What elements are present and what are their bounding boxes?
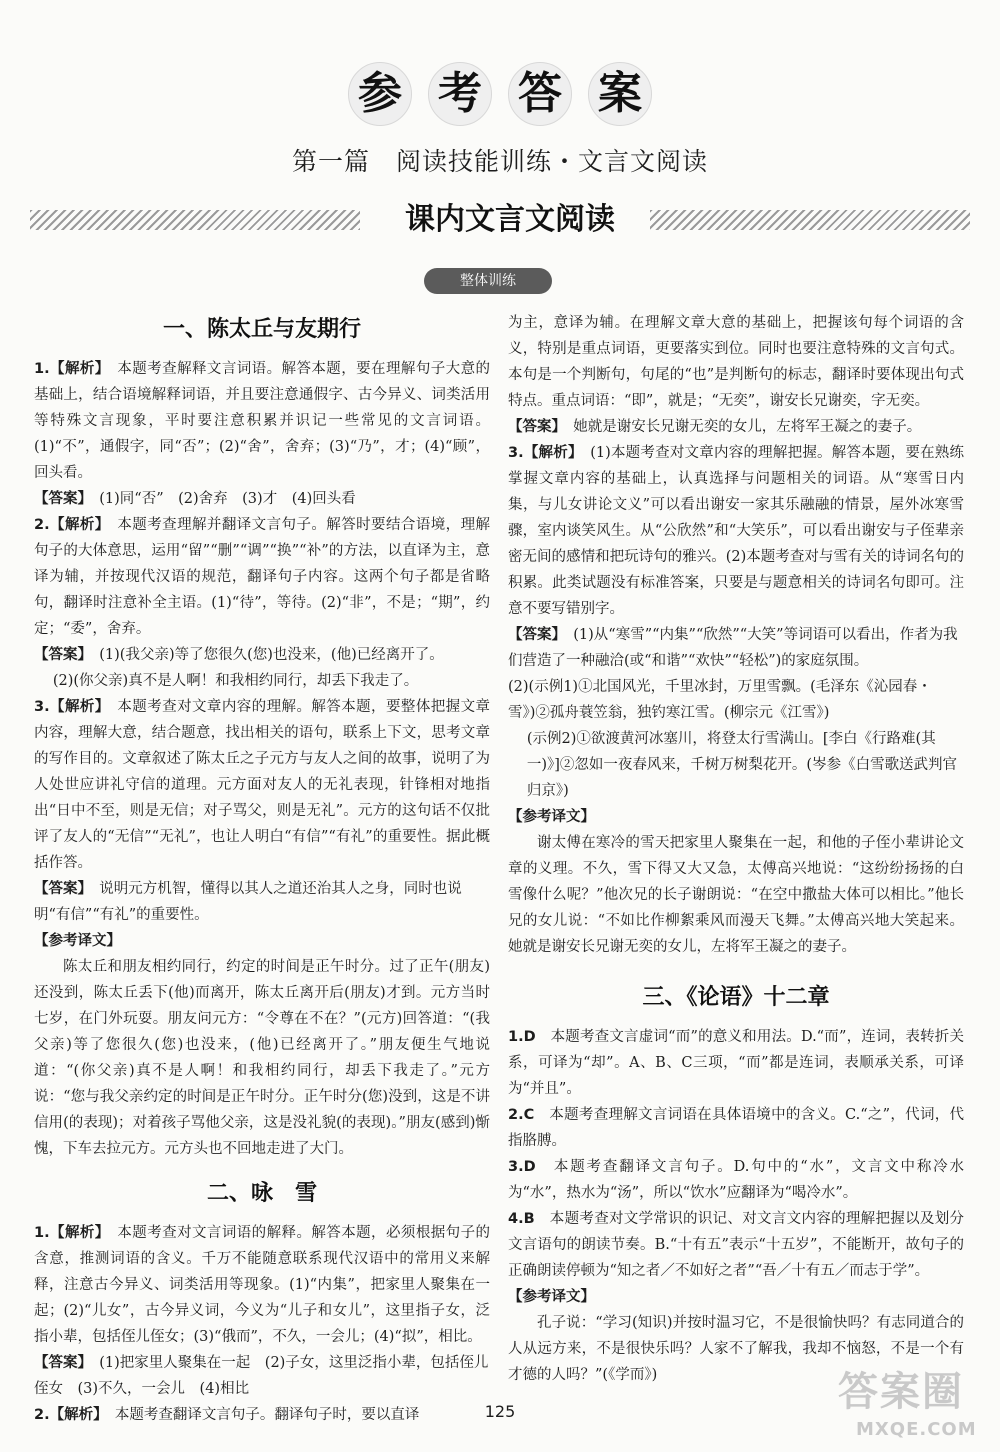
question-number: 1. xyxy=(508,1029,524,1045)
title-char: 答 xyxy=(508,62,572,126)
question-item xyxy=(34,694,490,876)
banner-label: 课内文言文阅读 xyxy=(405,202,615,237)
answer-line xyxy=(508,622,964,674)
question-number: 2. xyxy=(508,1107,524,1123)
title-char: 考 xyxy=(428,62,492,126)
question-number: 1. xyxy=(34,361,50,377)
watermark-logo xyxy=(832,1370,982,1446)
watermark-text: 答案圈 xyxy=(838,1369,964,1415)
title-char: 参 xyxy=(348,62,412,126)
question-item xyxy=(508,1024,964,1102)
answer-tag: 【答案】 xyxy=(508,419,559,435)
answer-tag: 【答案】 xyxy=(34,491,85,507)
banner-hatch-left xyxy=(30,210,360,230)
answer-key: D xyxy=(523,1159,536,1175)
right-column xyxy=(508,310,964,1388)
answer-key: D xyxy=(523,1029,536,1045)
reference-translation: 谢太傅在寒冷的雪天把家里人聚集在一起，和他的子侄小辈讲论文章的义理。不久，雪下得又大又急，太傅高兴地说：“这纷纷扬扬的白雪像什么呢？”他次兄的长子谢朗说：“在空中撒盐大体可以相比。”他长兄的女儿说：“不如比作柳絮乘风而漫天飞舞。”太傅高兴地大笑起来。她就是谢安长兄谢无奕的女儿，左将军王凝之的妻子。 xyxy=(508,835,964,955)
analysis-text: 本题考查理解文言词语在具体语境中的含义。C.“之”，代词，代指胳膊。 xyxy=(508,1107,965,1149)
answer-key: C xyxy=(523,1107,535,1123)
answer-text: (1)(我父亲)等了您很久(您)也没来，(他)已经离开了。 xyxy=(99,647,444,663)
question-number: 3. xyxy=(508,1159,524,1175)
analysis-text: 本题考查对文学常识的识记、对文言文内容的理解把握以及划分文言语句的朗读节奏。B.“十有五”表示“十五岁”，不能断开，故句子的正确朗读停顿为“知之者／不如好之者”“吾／十有五／而志于学”。 xyxy=(508,1211,964,1279)
answer-tag: 【答案】 xyxy=(34,881,85,897)
reference-translation-title: 【参考译文】 xyxy=(508,809,595,825)
answer-key: B xyxy=(523,1211,535,1227)
reference-translation: 孔子说：“学习(知识)并按时温习它，不是很愉快吗？有志同道合的人从远方来，不是很快乐吗？人家不了解我，我却不恼怒，不是一个有才德的人吗？”(《学而》) xyxy=(508,1315,964,1383)
answer-line xyxy=(34,642,490,668)
analysis-text: 本题考查解释文言词语。解答本题，要在理解句子大意的基础上，结合语境解释词语，并且要注意通假字、古今异义、词类活用等特殊文言现象，平时要注意积累并识记一些常见的文言词语。(1)“不”，通假字，同“否”；(2)“舍”，舍弃；(3)“乃”，才；(4)“顾”，回头看。 xyxy=(34,361,491,481)
answer-line xyxy=(34,876,490,928)
question-number: 3. xyxy=(34,699,50,715)
section-banner xyxy=(30,202,970,238)
section-title: 三、《论语》十二章 xyxy=(642,985,830,1010)
answer-line xyxy=(508,414,964,440)
analysis-text: 本题考查翻译文言句子。翻译句子时，要以直译 xyxy=(114,1407,420,1423)
answer-text: 说明元方机智，懂得以其人之道还治其人之身，同时也说明“有信”“有礼”的重要性。 xyxy=(34,881,462,923)
analysis-tag: 【解析】 xyxy=(49,1407,101,1423)
question-number: 2. xyxy=(34,517,50,533)
question-number: 4. xyxy=(508,1211,524,1227)
question-number: 3. xyxy=(508,445,524,461)
page-title xyxy=(0,62,1000,126)
question-number: 1. xyxy=(34,1225,50,1241)
question-item xyxy=(508,1206,964,1284)
answer-tag: 【答案】 xyxy=(508,627,559,643)
answer-text: (1)同“否” (2)舍弃 (3)才 (4)回头看 xyxy=(99,491,356,507)
answer-text: (2)(示例1)①北国风光，千里冰封，万里雪飘。(毛泽东《沁园春・雪》)②孤舟蓑笠翁，独钓寒江雪。(柳宗元《江雪》) xyxy=(508,679,932,721)
analysis-tag: 【解析】 xyxy=(49,361,103,377)
answer-tag: 【答案】 xyxy=(34,1355,85,1371)
question-item xyxy=(508,440,964,622)
chapter-subtitle: 第一篇 阅读技能训练・文言文阅读 xyxy=(291,147,708,176)
analysis-tag: 【解析】 xyxy=(49,1225,103,1241)
answer-line xyxy=(34,486,490,512)
answer-line xyxy=(34,1350,490,1402)
page-number: 125 xyxy=(484,1402,516,1421)
banner-hatch-right xyxy=(650,210,970,230)
question-item xyxy=(508,1154,964,1206)
reference-translation-title: 【参考译文】 xyxy=(508,1289,595,1305)
question-item xyxy=(508,1102,964,1154)
answer-text: 她就是谢安长兄谢无奕的女儿，左将军王凝之的妻子。 xyxy=(573,419,922,435)
question-item xyxy=(34,512,490,642)
left-column xyxy=(34,306,490,1428)
section-title: 一、陈太丘与友期行 xyxy=(162,317,361,342)
analysis-tag: 【解析】 xyxy=(523,445,576,461)
watermark-url: MXQE.COM xyxy=(856,1419,977,1440)
answer-text: (示例2)①欲渡黄河冰塞川，将登太行雪满山。[李白《行路难(其一)》]②忽如一夜春风来，千树万树梨花开。(岑参《白雪歌送武判官归京》) xyxy=(526,731,958,799)
analysis-text: 本题考查文言虚词“而”的意义和用法。D.“而”，连词，表转折关系，可译为“却”。A、B、C三项，“而”都是连词，表顺承关系，可译为“并且”。 xyxy=(508,1029,965,1097)
analysis-text: 本题考查对文言词语的解释。解答本题，必须根据句子的含意，推测词语的含义。千万不能随意联系现代汉语中的常用义来解释，注意古今异义、词类活用等现象。(1)“内集”，把家里人聚集在一起；(2)“儿女”，古今异义词，今义为“儿子和女儿”，这里指子女，泛指小辈，包括侄儿侄女；(3)“俄而”，不久，一会儿；(4)“拟”，相比。 xyxy=(34,1225,491,1345)
analysis-text: 本题考查翻译文言句子。D.句中的“水”，文言文中称冷水为“水”，热水为“汤”，所以“饮水”应翻译为“喝冷水”。 xyxy=(508,1159,965,1201)
analysis-text: 本题考查对文章内容的理解。解答本题，要整体把握文章内容，理解大意，结合题意，找出相关的语句，联系上下文，思考文章的写作目的。文章叙述了陈太丘之子元方与友人之间的故事，说明了为人处世应讲礼守信的道理。元方面对友人的无礼表现，针锋相对地指出“日中不至，则是无信；对子骂父，则是无礼”。元方的这句话不仅批评了友人的“无信”“无礼”，也让人明白“有信”“有礼”的重要性。据此概括作答。 xyxy=(34,699,491,871)
question-item xyxy=(34,1220,490,1350)
section-title: 二、咏 雪 xyxy=(206,1181,317,1206)
analysis-text: 本题考查理解并翻译文言句子。解答时要结合语境，理解句子的大体意思，运用“留”“删”“调”“换”“补”的方法，以直译为主，意译为辅，并按现代汉语的规范，翻译句子内容。这两个句子都是省略句，翻译时注意补全主语。(1)“待”，等待。(2)“非”，不是；“期”，约定；“委”，舍弃。 xyxy=(34,517,491,637)
title-char: 案 xyxy=(588,62,652,126)
answer-tag: 【答案】 xyxy=(34,647,85,663)
question-number: 2. xyxy=(34,1407,50,1423)
analysis-tag: 【解析】 xyxy=(49,517,103,533)
analysis-text: (1)本题考查对文章内容的理解把握。解答本题，要在熟练掌握文章内容的基础上，认真选择与问题相关的词语。从“寒雪日内集，与儿女讲论文义”可以看出谢安一家其乐融融的情景，屋外冰寒雪骤，室内谈笑风生。从“公欣然”和“大笑乐”，可以看出谢安与子侄辈亲密无间的感情和把玩诗句的雅兴。(2)本题考查对与雪有关的诗词名句的积累。此类试题没有标准答案，只要是与题意相关的诗词名句即可。注意不要写错别字。 xyxy=(508,445,965,617)
training-pill: 整体训练 xyxy=(424,268,552,294)
reference-translation-title: 【参考译文】 xyxy=(34,933,121,949)
analysis-tag: 【解析】 xyxy=(49,699,103,715)
answer-text: (2)(你父亲)真不是人啊！和我相约同行，却丢下我走了。 xyxy=(52,673,419,689)
answer-text: (1)把家里人聚集在一起 (2)子女，这里泛指小辈，包括侄儿侄女 (3)不久，一会儿 (4)相比 xyxy=(34,1355,489,1397)
question-item xyxy=(34,356,490,486)
reference-translation: 陈太丘和朋友相约同行，约定的时间是正午时分。过了正午(朋友)还没到，陈太丘丢下(他)而离开，陈太丘离开后(朋友)才到。元方当时七岁，在门外玩耍。朋友问元方：“令尊在不在？”(元方)回答道：“(我父亲)等了您很久(您)也没来，(他)已经离开了。”朋友便生气地说道：“(你父亲)真不是人啊！和我相约同行，却丢下我走了。”元方说：“您与我父亲约定的时间是正午时分。正午时分(您)没到，这是不讲信用(的表现)；对着孩子骂他父亲，这是没礼貌(的表现)。”朋友(感到)惭愧，下车去拉元方。元方头也不回地走进了大门。 xyxy=(34,959,490,1157)
answer-text: (1)从“寒雪”“内集”“欣然”“大笑”等词语可以看出，作者为我们营造了一种融洽(或“和谐”“欢快”“轻松”)的家庭氛围。 xyxy=(508,627,958,669)
analysis-continuation: 为主，意译为辅。在理解文章大意的基础上，把握该句每个词语的含义，特别是重点词语，更要落实到位。同时也要注意特殊的文言句式。本句是一个判断句，句尾的“也”是判断句的标志，翻译时要体现出句式特点。重点词语：“即”，就是；“无奕”，谢安长兄谢奕，字无奕。 xyxy=(508,315,964,409)
